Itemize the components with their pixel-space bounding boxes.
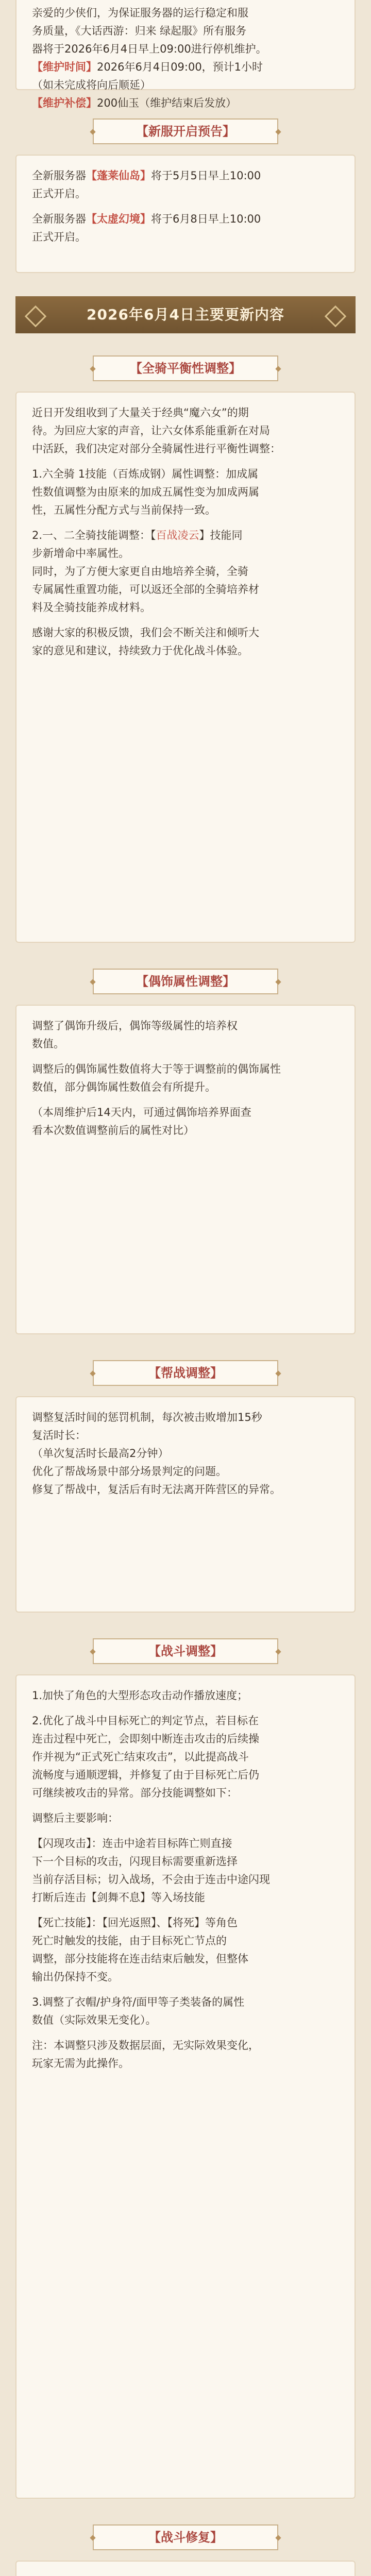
new-server-card <box>15 155 356 273</box>
text-line: 【死亡技能】：【回光返照】、【将死】等角色 <box>32 1917 238 1929</box>
text-line: 调整，部分技能将在连击结束后触发，但整体 <box>32 1953 248 1965</box>
guild-war-p1 <box>32 1409 339 1499</box>
battle-adjust-p5 <box>32 1914 339 1986</box>
text-line: 专属属性重置功能，可以返还全部的全骑培养材 <box>32 583 259 596</box>
text-line: 2.优化了战斗中目标死亡的判定节点，若目标在 <box>32 1715 259 1727</box>
text-line: 注：本调整只涉及数据层面，无实际效果变化， <box>32 2039 259 2052</box>
intro-card <box>15 0 356 109</box>
text-line: 修复了帮战中，复活后有时无法离开阵营区的异常。 <box>32 1483 281 1496</box>
text-line: （单次复活时长最高2分钟） <box>32 1447 169 1460</box>
maint-time-label: 【维护时间】 <box>32 61 97 73</box>
battle-adjust-p1 <box>32 1687 339 1705</box>
text-line: 1.六全骑 1技能（百炼成钢）属性调整：加成属 <box>32 468 259 480</box>
ornament-note <box>32 1104 339 1140</box>
text-line: 数值。 <box>32 1038 64 1050</box>
text-line: 近日开发组收到了大量关于经典“魔六女”的期 <box>32 406 249 419</box>
text-line <box>32 2573 339 2576</box>
mount-item-2 <box>32 527 339 617</box>
battle-fix-item <box>32 2573 339 2576</box>
text: 全新服务器 <box>32 213 86 225</box>
battle-adjust-p4 <box>32 1835 339 1907</box>
text: 2.一、二全骑技能调整：【 <box>32 529 156 541</box>
text-line: 调整复活时间的惩罚机制，每次被击败增加15秒 <box>32 1411 262 1423</box>
text-line: 同时，为了方便大家更自由地培养全骑，全骑 <box>32 565 248 578</box>
battle-adjust-p3 <box>32 1809 339 1827</box>
text-line: 【闪现攻击】：连击中途若目标阵亡则直接 <box>32 1837 232 1850</box>
text-line: 料及全骑技能养成材料。 <box>32 601 151 614</box>
section-header-ornament: 【偶饰属性调整】 <box>93 969 278 994</box>
battle-adjust-card <box>15 1674 356 2499</box>
text-line: 下一个目标的攻击，闪现目标需要重新选择 <box>32 1855 238 1868</box>
maint-comp-value: 200仙玉（维护结束后发放） <box>97 97 237 109</box>
text-line: 数值（实际效果无变化）。 <box>32 2014 157 2026</box>
text: 】技能同 <box>199 529 243 541</box>
maint-comp-label: 【维护补偿】 <box>32 97 97 109</box>
text-line: 家的意见和建议，持续致力于优化战斗体验。 <box>32 645 248 657</box>
text-line: 作并视为“正式死亡结束攻击”，以此提高战斗 <box>32 1751 249 1763</box>
text-line: 输出仍保持不变。 <box>32 1971 119 1983</box>
maint-comp <box>32 94 339 112</box>
text-line: （本周维护后14天内，可通过偶饰培养界面查 <box>32 1106 251 1118</box>
text: 将于6月8日早上10:00 <box>151 213 261 225</box>
text-line: 待。为回应大家的声音，让六女体系能重新在对局 <box>32 425 270 437</box>
text-line: 玩家无需为此操作。 <box>32 2057 129 2070</box>
text-line: 感谢大家的积极反馈，我们会不断关注和倾听大 <box>32 626 259 639</box>
section-header-mount-balance: 【全骑平衡性调整】 <box>93 355 278 381</box>
text: 将于5月5日早上10:00 <box>151 170 261 182</box>
maint-time-note: （如未完成将向后顺延） <box>32 79 151 91</box>
text-line: 1.加快了角色的大型形态攻击动作播放速度； <box>32 1689 248 1702</box>
mount-outro <box>32 624 339 660</box>
mount-balance-card <box>15 392 356 943</box>
text-line: 调整后的偶饰属性数值将大于等于调整前的偶饰属性 <box>32 1063 281 1075</box>
text-line: 3.调整了衣帽/护身符/面甲等子类装备的属性 <box>32 1996 245 2008</box>
text-line <box>32 527 339 545</box>
battle-adjust-p7 <box>32 2037 339 2073</box>
text-line: 当前存活目标；切入战场，不会由于连击中途闪现 <box>32 1873 270 1886</box>
text-line: 打断后连击【剑舞不息】等入场技能 <box>32 1891 205 1904</box>
text: 正式开启。 <box>32 188 86 200</box>
text-line: 步新增命中率属性。 <box>32 547 129 560</box>
text-line: 性数值调整为由原来的加成五属性变为加成两属 <box>32 486 259 498</box>
intro-line: 亲爱的少侠们，为保证服务器的运行稳定和服 <box>32 7 248 19</box>
new-server-2 <box>32 210 339 246</box>
intro-line: 器将于2026年6月4日早上09:00进行停机维护。 <box>32 43 267 55</box>
main-update-banner: 2026年6月4日主要更新内容 <box>15 296 356 333</box>
text-line: 可继续被攻击的异常。部分技能调整如下： <box>32 1787 238 1799</box>
intro-line: 务质量，《大话西游：归来 绿起服》所有服务 <box>32 25 247 37</box>
text-line: 中活跃，我们决定对部分全骑属性进行平衡性调整： <box>32 443 281 455</box>
maint-time <box>32 58 339 76</box>
text-line: 流畅度与通顺逻辑，并修复了由于目标死亡后仍 <box>32 1769 259 1781</box>
text-line: 复活时长： <box>32 1429 86 1442</box>
text: 正式开启。 <box>32 231 86 243</box>
skill-name: 百战凌云 <box>156 529 199 541</box>
ornament-p1 <box>32 1017 339 1053</box>
server-name: 【太虚幻境】 <box>86 213 151 225</box>
text-line: 优化了帮战场景中部分场景判定的问题。 <box>32 1465 227 1478</box>
battle-fix-card <box>15 2561 356 2576</box>
section-header-battle-fix: 【战斗修复】 <box>93 2524 278 2550</box>
text-line: 看本次数值调整前后的属性对比） <box>32 1124 194 1137</box>
text-line: 性，五属性分配方式与当前保持一致。 <box>32 504 216 516</box>
battle-adjust-p2 <box>32 1712 339 1802</box>
maint-time-value: 2026年6月4日09:00，预计1小时 <box>97 61 263 73</box>
text-line: 调整了偶饰升级后，偶饰等级属性的培养权 <box>32 1020 238 1032</box>
text: 全新服务器 <box>32 170 86 182</box>
mount-item-1 <box>32 465 339 519</box>
text-line: 死亡时触发的技能，由于目标死亡节点的 <box>32 1935 227 1947</box>
section-header-battle-adjust: 【战斗调整】 <box>93 1638 278 1664</box>
new-server-1 <box>32 167 339 203</box>
text-line: 连击过程中死亡，会即刻中断连击攻击的后续操 <box>32 1733 259 1745</box>
ornament-p2 <box>32 1060 339 1096</box>
ornament-card <box>15 1005 356 1334</box>
battle-adjust-p6 <box>32 1993 339 2029</box>
guild-war-card <box>15 1396 356 1613</box>
section-header-guild-war: 【帮战调整】 <box>93 1360 278 1386</box>
server-name: 【蓬莱仙岛】 <box>86 170 151 182</box>
text-line: 数值，部分偶饰属性数值会有所提升。 <box>32 1081 216 1093</box>
text-line: 调整后主要影响： <box>32 1812 119 1824</box>
mount-intro <box>32 404 339 458</box>
section-header-new-server: 【新服开启预告】 <box>93 118 278 144</box>
